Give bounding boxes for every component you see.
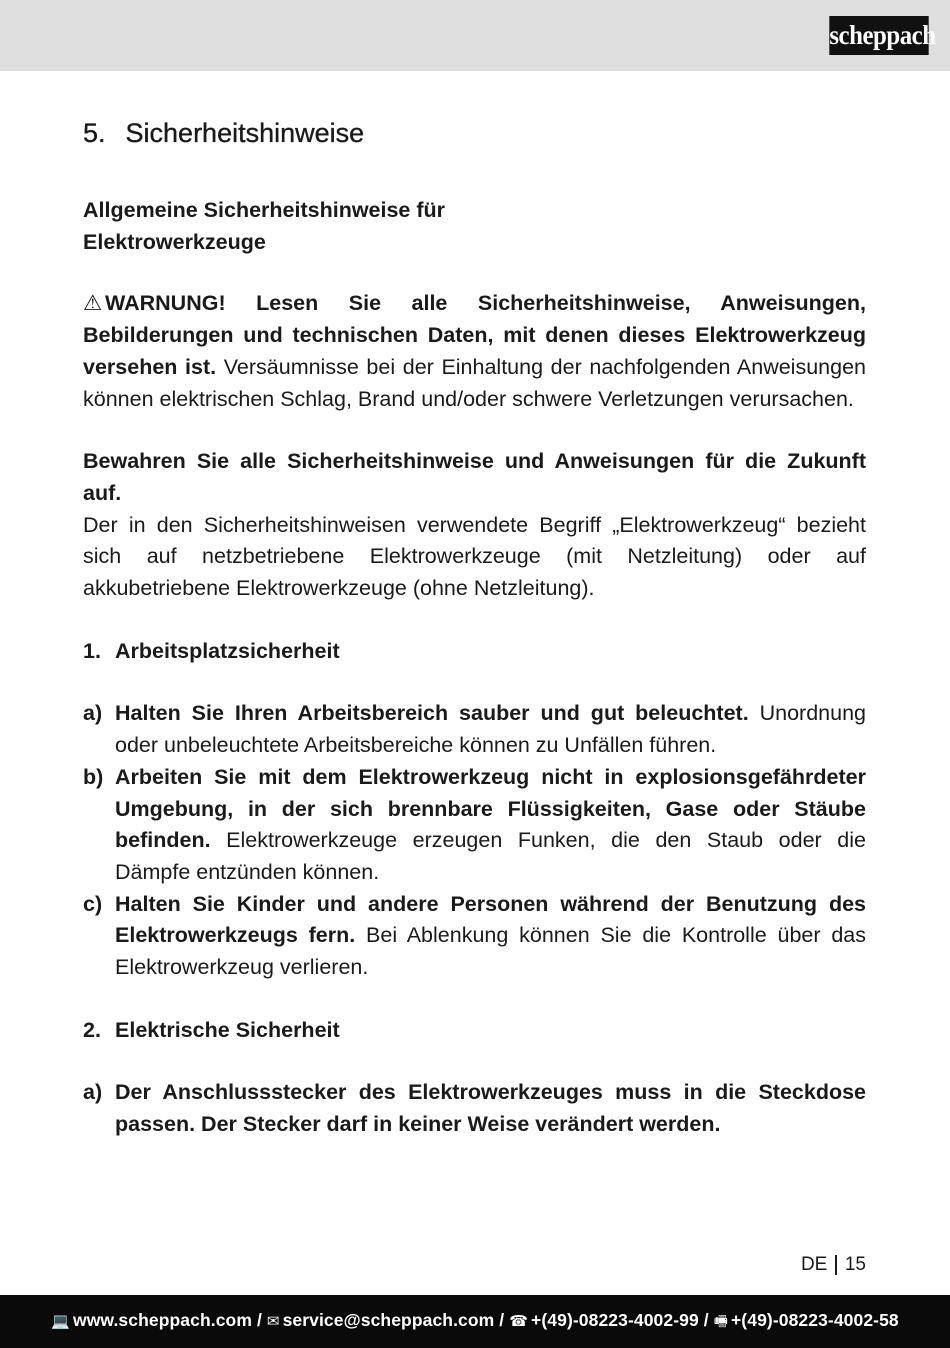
list-item-bold: Der Anschlussstecker des Elektrowerkzeuges muss in die Steckdose passen. Der Stecker darf in keiner Weise verändert werden.	[115, 1080, 866, 1137]
list-item-label: b)	[83, 764, 104, 789]
section-1-number: 1.	[83, 638, 101, 663]
footer-bar	[0, 1295, 950, 1348]
scheppach-logo: scheppach	[829, 16, 928, 55]
list-item-bold: Halten Sie Kinder und andere Personen während der Benutzung des Elektrowerkzeugs fern.	[115, 891, 866, 948]
list-item-label: c)	[83, 891, 103, 916]
footer-website: www.scheppach.com	[72, 1310, 252, 1330]
page-number	[801, 1252, 866, 1278]
section-2-title: Elektrische Sicherheit	[115, 1017, 340, 1042]
footer-separator: /	[494, 1310, 510, 1330]
page-number-value: 15	[844, 1254, 866, 1275]
subsection-title	[83, 195, 866, 258]
list-item-bold: Arbeiten Sie mit dem Elektrowerkzeug nicht in explosionsgefährdeter Umgebung, in der sich brennbare Flüssigkeiten, Gase oder Stäube befinden.	[115, 764, 866, 853]
warning-text: Versäumnisse bei der Einhaltung der nachfolgenden Anweisungen können elektrischen Schlag, Brand und/oder schwere Verletzungen verursachen.	[83, 354, 866, 411]
list-item	[83, 698, 866, 761]
section-title-number: 5.	[83, 118, 106, 148]
section-title	[83, 113, 866, 153]
computer-icon: 💻	[51, 1313, 70, 1330]
warning-paragraph	[83, 288, 866, 415]
section-title-text: Sicherheitshinweise	[125, 118, 365, 148]
list-item	[83, 762, 866, 889]
footer-phone: +(49)-08223-4002-99	[531, 1310, 699, 1330]
list-item-text	[115, 1077, 866, 1140]
section-2-list	[83, 1077, 866, 1140]
list-item-text	[115, 698, 866, 761]
fax-icon: 🖷	[713, 1313, 728, 1330]
list-item-normal: Elektrowerkzeuge erzeugen Funken, die den Staub oder die Dämpfe entzünden können.	[115, 828, 866, 884]
section-1-heading	[83, 636, 866, 668]
footer-fax: +(49)-08223-4002-58	[730, 1310, 899, 1330]
warning-triangle-icon: ⚠	[83, 291, 103, 316]
subsection-title-line2: Elektrowerkzeuge	[83, 229, 266, 254]
list-item	[83, 889, 866, 984]
page-number-divider	[835, 1255, 837, 1275]
list-item-normal: Unordnung oder unbeleuchtete Arbeitsbereiche können zu Unfällen führen.	[115, 701, 866, 758]
header-bar	[0, 0, 950, 71]
page-content	[83, 113, 866, 1172]
list-item-label: a)	[83, 1080, 103, 1105]
footer-separator: /	[698, 1310, 714, 1330]
list-item	[83, 1077, 866, 1140]
subsection-title-line1: Allgemeine Sicherheitshinweise für	[83, 198, 446, 222]
section-2-heading	[83, 1015, 866, 1047]
section-2-number: 2.	[83, 1017, 101, 1042]
warning-bold: WARNUNG! Lesen Sie alle Sicherheitshinweise, Anweisungen, Bebilderungen und technischen Daten, mit denen dieses Elektrowerkzeug versehen ist.	[83, 291, 866, 379]
list-item-label: a)	[83, 701, 103, 726]
footer-email: service@scheppach.com	[282, 1310, 495, 1330]
keep-text: Der in den Sicherheitshinweisen verwendete Begriff „Elektrowerkzeug“ bezieht sich auf netzbetriebene Elektrowerkzeuge (mit Netzleitung) oder auf akkubetriebene Elektrowerkzeuge (ohne Netzleitung).	[83, 512, 866, 601]
footer-separator: /	[252, 1310, 267, 1330]
list-item-bold: Halten Sie Ihren Arbeitsbereich sauber und gut beleuchtet.	[115, 701, 749, 726]
mail-icon: ✉	[266, 1313, 280, 1330]
section-1-title: Arbeitsplatzsicherheit	[115, 638, 340, 663]
section-1-list	[83, 698, 866, 983]
list-item-text	[115, 889, 866, 984]
keep-bold: Bewahren Sie alle Sicherheitshinweise und Anweisungen für die Zukunft auf.	[83, 449, 866, 505]
phone-icon: ☎	[509, 1313, 529, 1330]
list-item-normal: Bei Ablenkung können Sie die Kontrolle über das Elektrowerkzeug verlieren.	[115, 923, 866, 980]
keep-paragraph	[83, 446, 866, 605]
list-item-text	[115, 762, 866, 889]
page-language: DE	[800, 1254, 828, 1275]
